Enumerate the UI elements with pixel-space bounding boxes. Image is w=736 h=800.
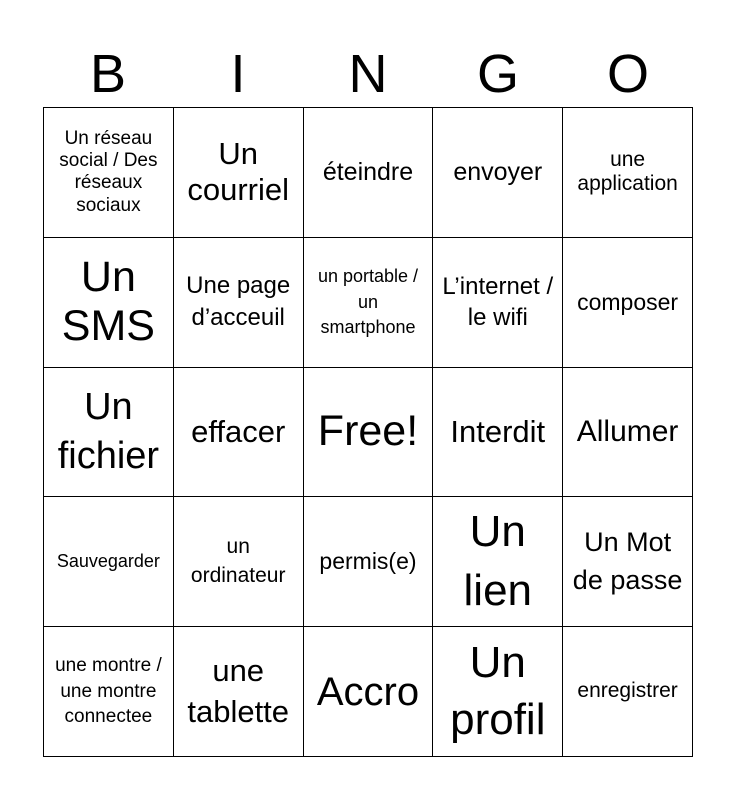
bingo-cell[interactable]: Allumer: [563, 368, 693, 498]
bingo-cell[interactable]: Un fichier: [44, 368, 174, 498]
bingo-cell[interactable]: composer: [563, 238, 693, 368]
bingo-cell[interactable]: une tablette: [174, 627, 304, 757]
bingo-board: [43, 107, 693, 757]
header-letter-i: I: [230, 44, 246, 104]
bingo-cell[interactable]: Interdit: [433, 368, 563, 498]
bingo-cell[interactable]: Une page d’acceuil: [174, 238, 304, 368]
bingo-cell[interactable]: permis(e): [304, 497, 434, 627]
bingo-cell[interactable]: Un courriel: [174, 108, 304, 238]
bingo-cell[interactable]: une application: [563, 108, 693, 238]
bingo-cell[interactable]: Un profil: [433, 627, 563, 757]
header-letter-n: N: [348, 44, 388, 104]
bingo-cell[interactable]: Un réseau social / Des réseaux sociaux: [44, 108, 174, 238]
bingo-cell[interactable]: L’internet / le wifi: [433, 238, 563, 368]
bingo-cell[interactable]: Un lien: [433, 497, 563, 627]
bingo-cell[interactable]: Sauvegarder: [44, 497, 174, 627]
bingo-cell[interactable]: Un Mot de passe: [563, 497, 693, 627]
bingo-cell[interactable]: éteindre: [304, 108, 434, 238]
bingo-header: [43, 40, 693, 108]
bingo-cell[interactable]: effacer: [174, 368, 304, 498]
header-letter-g: G: [476, 44, 519, 104]
bingo-cell[interactable]: Un SMS: [44, 238, 174, 368]
bingo-cell[interactable]: enregistrer: [563, 627, 693, 757]
free-space[interactable]: Free!: [304, 368, 434, 498]
bingo-cell[interactable]: un ordinateur: [174, 497, 304, 627]
bingo-cell[interactable]: Accro: [304, 627, 434, 757]
bingo-cell[interactable]: un portable / un smartphone: [304, 238, 434, 368]
bingo-cell[interactable]: envoyer: [433, 108, 563, 238]
header-letter-o: O: [606, 44, 649, 104]
bingo-cell[interactable]: une montre / une montre connectee: [44, 627, 174, 757]
header-letter-b: B: [89, 44, 127, 104]
